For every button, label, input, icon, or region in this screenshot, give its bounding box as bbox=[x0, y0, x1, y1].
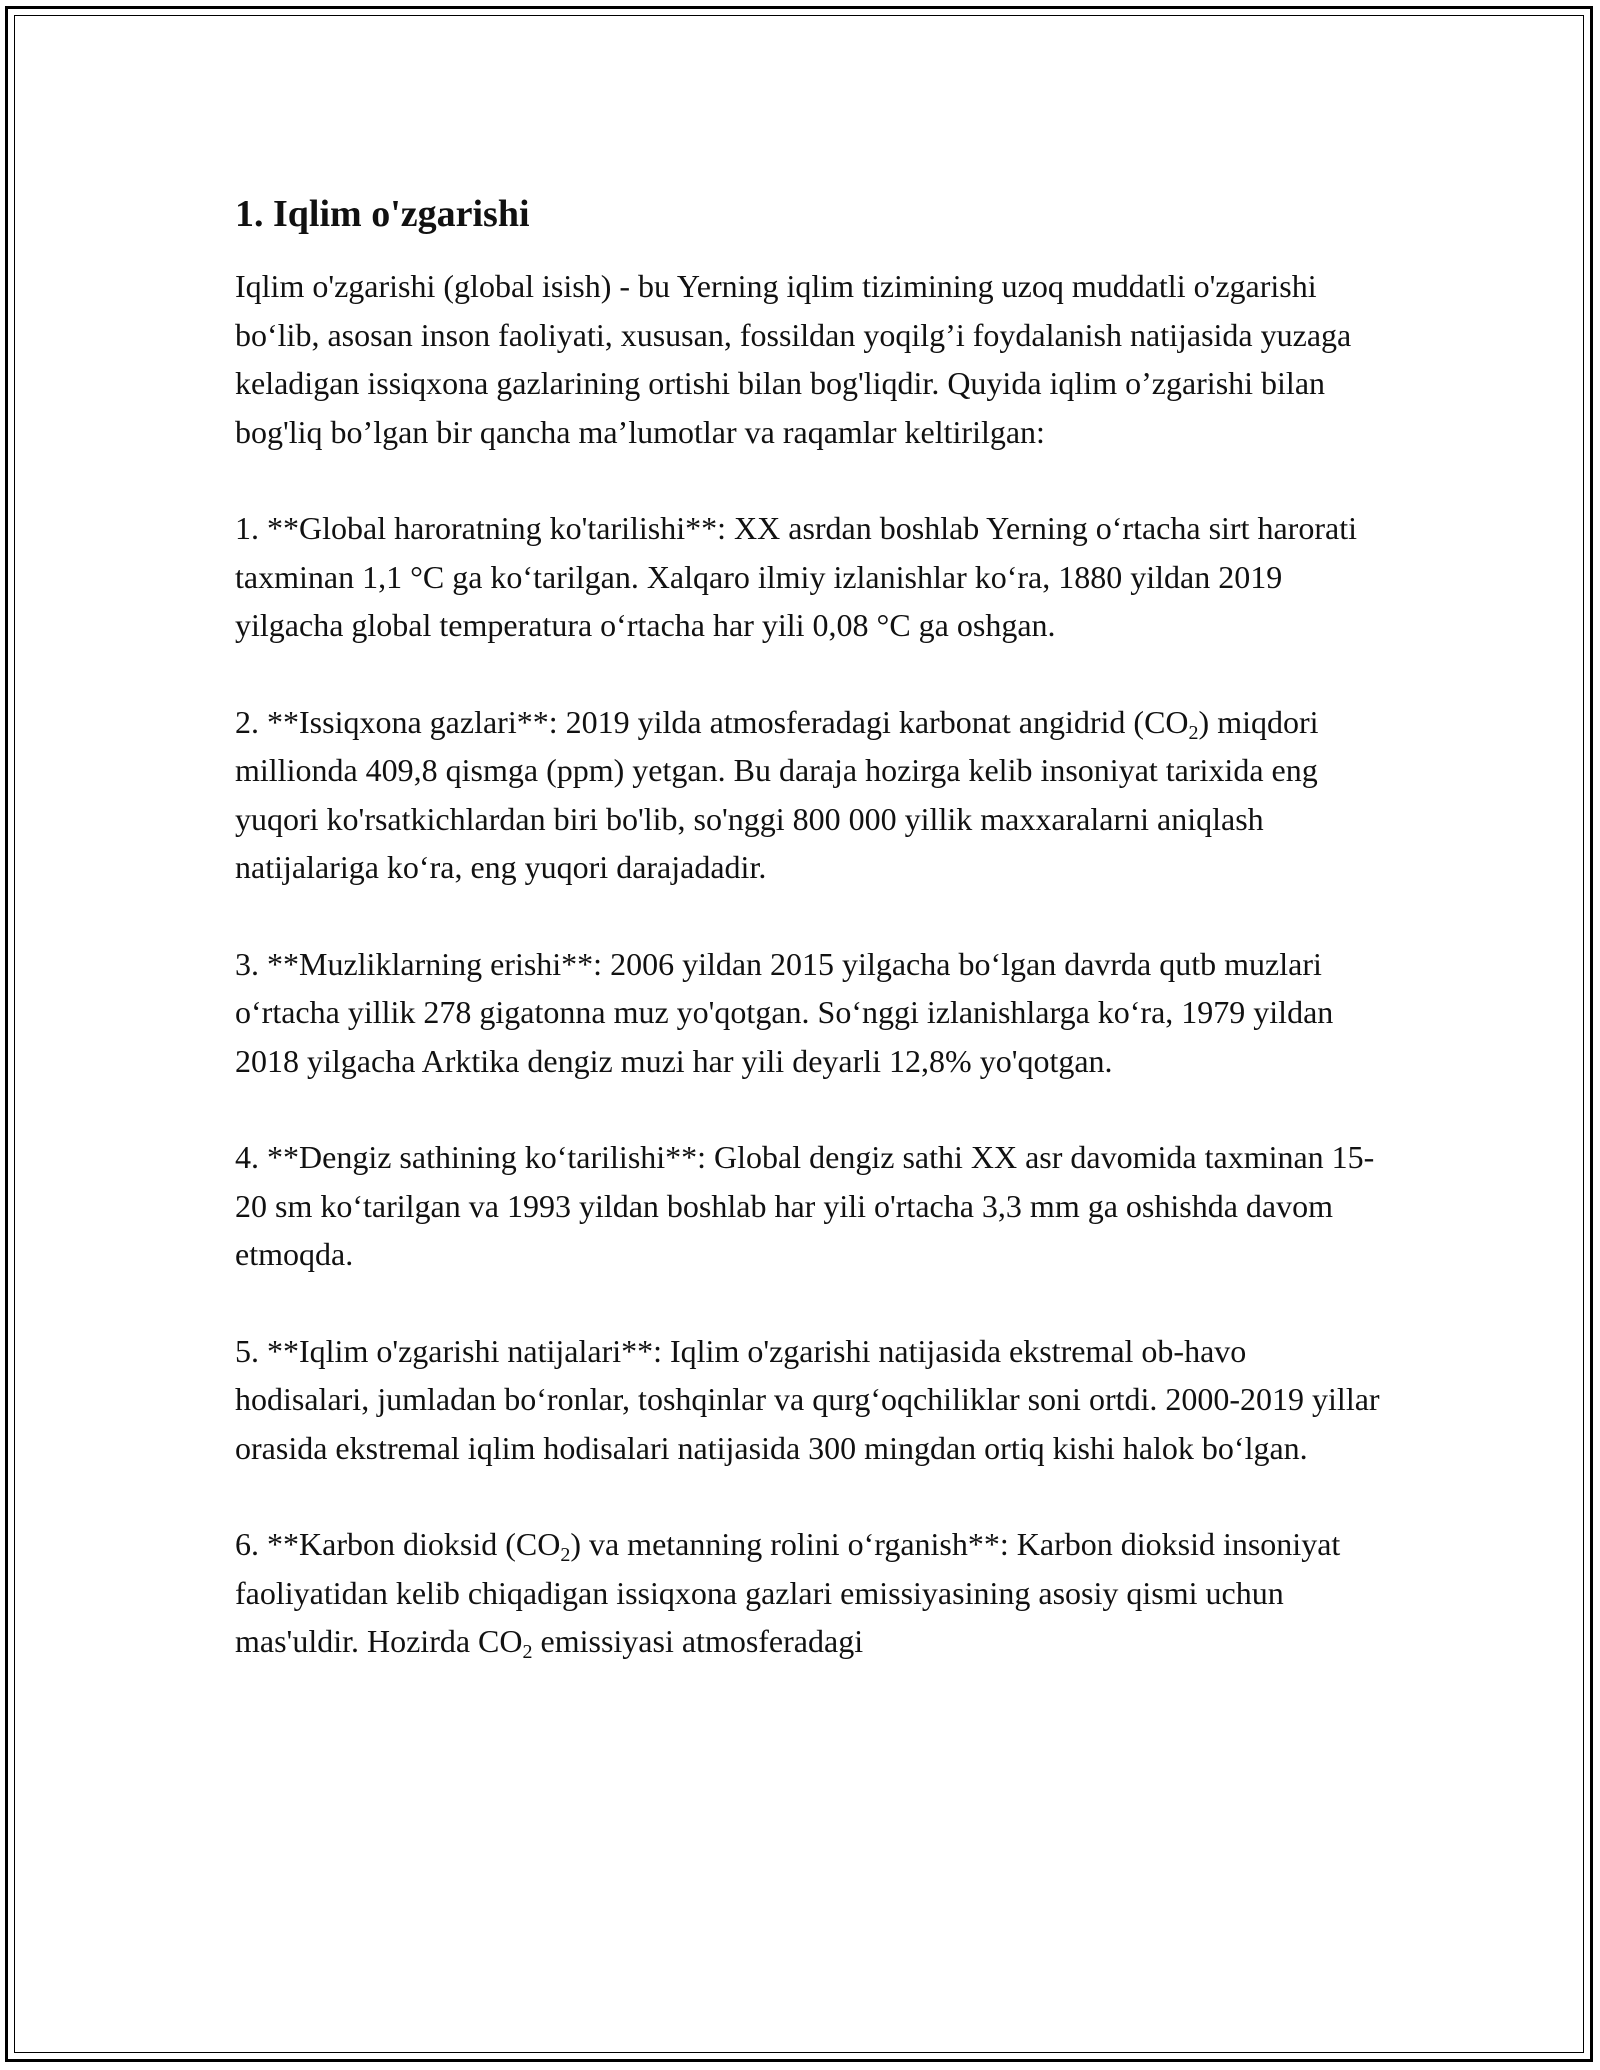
co2-subscript: 2 bbox=[522, 1641, 533, 1663]
item-global-temperature: 1. **Global haroratning ko'tarilishi**: XX asrdan boshlab Yerning o‘rtacha sirt harorati taxminan 1,1 °C ga ko‘tarilgan. Xalqaro ilmiy izlanishlar ko‘ra, 1880 yildan 2019 yilgacha global temperatura o‘rtacha har yili 0,08 °C ga oshgan. bbox=[235, 510, 1357, 643]
item-sea-level-rise: 4. **Dengiz sathining ko‘tarilishi**: Global dengiz sathi XX asr davomida taxminan 15-20 sm ko‘tarilgan va 1993 yildan boshlab har yili o'rtacha 3,3 mm ga oshishda davom etmoqda. bbox=[235, 1139, 1375, 1272]
item-carbon-dioxide-text-a: 6. **Karbon dioksid (CO bbox=[235, 1526, 561, 1562]
document-body bbox=[235, 186, 1385, 1714]
item-climate-consequences: 5. **Iqlim o'zgarishi natijalari**: Iqlim o'zgarishi natijasida ekstremal ob-havo hodisalari, jumladan bo‘ronlar, toshqinlar va qurg‘oqchiliklar soni ortdi. 2000-2019 yillar orasida ekstremal iqlim hodisalari natijasida 300 mingdan ortiq kishi halok bo‘lgan. bbox=[235, 1332, 1380, 1466]
co2-subscript: 2 bbox=[1188, 721, 1199, 744]
item-greenhouse-gases bbox=[235, 698, 1385, 892]
item-carbon-dioxide-text-b: ) va metanning rolini o‘rganish**: Karbon dioksid insoniyat faoliyatidan kelib chiqadigan issiqxona gazlari emissiyasining asosiy qismi uchun mas'uldir. Hozirda CO bbox=[235, 1526, 1341, 1659]
item-glacier-melting: 3. **Muzliklarning erishi**: 2006 yildan 2015 yilgacha bo‘lgan davrda qutb muzlari o‘rtacha yillik 278 gigatonna muz yo'qotgan. So‘nggi izlanishlarga ko‘ra, 1979 yildan 2018 yilgacha Arktika dengiz muzi har yili deyarli 12,8% yo'qotgan. bbox=[235, 945, 1334, 1079]
intro-paragraph: Iqlim o'zgarishi (global isish) - bu Yerning iqlim tizimining uzoq muddatli o'zgarishi bo‘lib, asosan inson faoliyati, xususan, fossildan yoqilg’i foydalanish natijasida yuzaga keladigan issiqxona gazlarining ortishi bilan bog'liqdir. Quyida iqlim o’zgarishi bilan bog'liq bo’lgan bir qancha ma’lumotlar va raqamlar keltirilgan: bbox=[235, 268, 1352, 450]
item-greenhouse-gases-text-a: 2. **Issiqxona gazlari**: 2019 yilda atmosferadagi karbonat angidrid (CO bbox=[235, 703, 1189, 740]
item-carbon-dioxide-text-c: emissiyasi atmosferadagi bbox=[532, 1623, 864, 1659]
item-greenhouse-gases-text-b: ) miqdori millionda 409,8 qismga (ppm) yetgan. Bu daraja hozirga kelib insoniyat tarixida eng yuqori ko'rsatkichlardan biri bo'lib, so'nggi 800 000 yillik maxxaralarni aniqlash natijalariga ko‘ra, eng yuqori darajadadir. bbox=[235, 703, 1319, 885]
item-carbon-dioxide-role bbox=[235, 1520, 1385, 1666]
co2-subscript: 2 bbox=[560, 1544, 571, 1566]
section-heading: 1. Iqlim o'zgarishi bbox=[235, 193, 530, 235]
